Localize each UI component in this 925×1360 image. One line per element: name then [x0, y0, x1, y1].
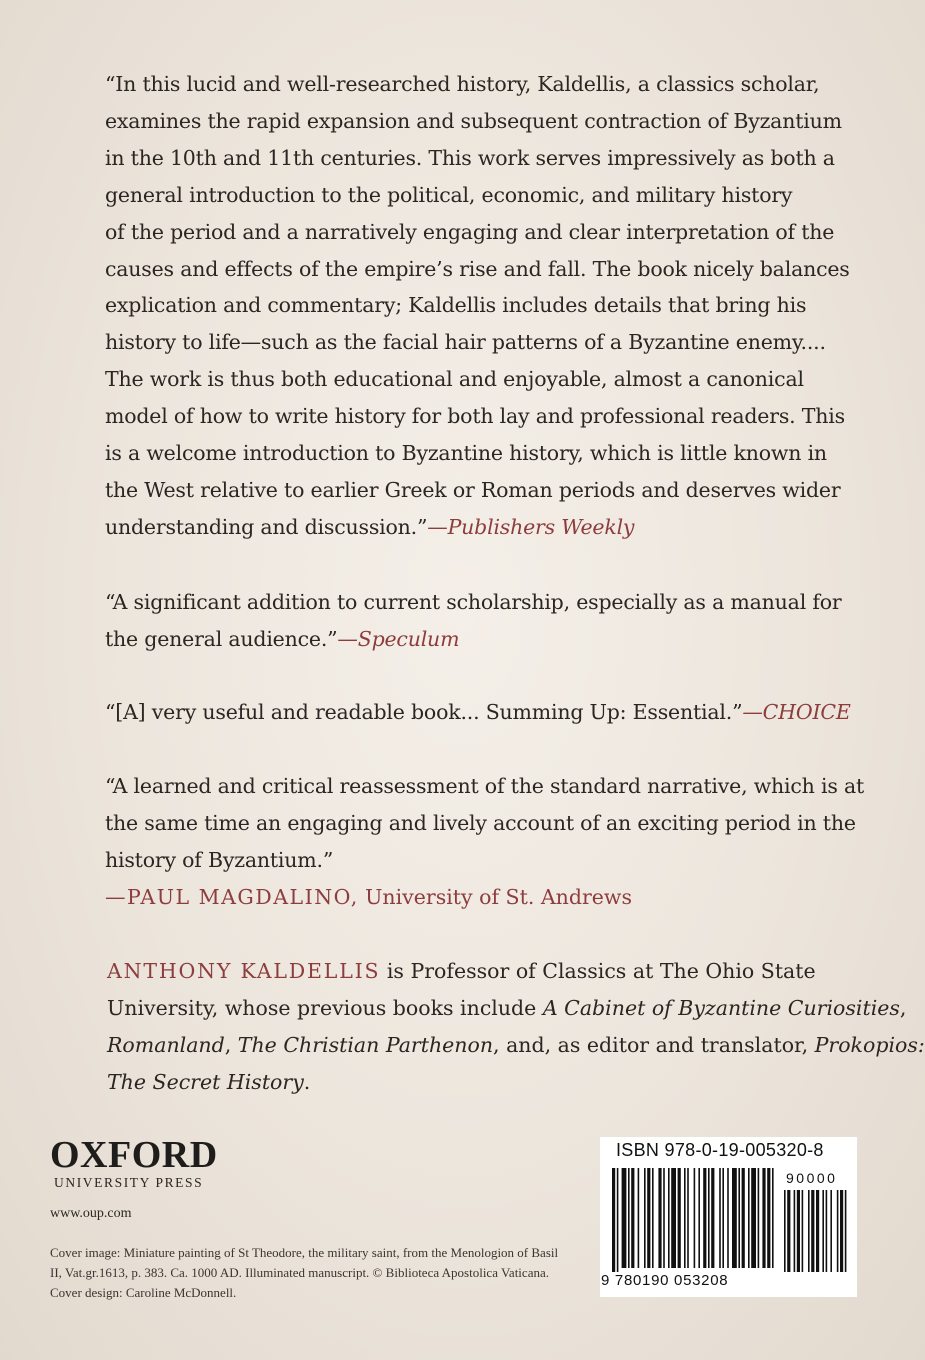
review-choice — [105, 694, 851, 731]
review-line: is a welcome introduction to Byzantine history, which is little known in — [105, 441, 827, 466]
addon-digits: 90000 — [786, 1170, 838, 1186]
review-speculum — [105, 584, 842, 658]
book-title: The Christian Parthenon — [237, 1032, 494, 1057]
review-attribution: —Speculum — [337, 626, 460, 651]
author-bio — [107, 953, 925, 1101]
review-line: “[A] very useful and readable book... Summing Up: Essential.” — [105, 700, 743, 724]
review-line: “A learned and critical reassessment of the standard narrative, which is at — [105, 774, 865, 798]
review-line: the general audience.” — [105, 626, 338, 651]
review-line: model of how to write history for both lay and professional readers. This — [105, 404, 845, 429]
review-line: history to life—such as the facial hair patterns of a Byzantine enemy.... — [105, 330, 826, 355]
isbn-label: ISBN 978-0-19-005320-8 — [616, 1140, 824, 1160]
review-line: examines the rapid expansion and subsequent contraction of Byzantium — [105, 108, 842, 133]
book-title: The Secret History — [107, 1069, 304, 1094]
bio-text: is Professor of Classics at The Ohio State — [380, 959, 816, 983]
review-line: of the period and a narratively engaging and clear interpretation of the — [105, 219, 835, 244]
review-attribution-affiliation: University of St. Andrews — [365, 884, 632, 909]
review-attribution: —Publishers Weekly — [427, 514, 635, 539]
bio-text: , — [224, 1032, 238, 1057]
review-line: “In this lucid and well-researched history, Kaldellis, a classics scholar, — [105, 72, 820, 96]
book-title: A Cabinet of Byzantine Curiosities — [542, 995, 900, 1020]
review-line: in the 10th and 11th centuries. This work serves impressively as both a — [105, 145, 835, 170]
bio-text: . — [303, 1069, 311, 1094]
bio-text: , — [899, 995, 907, 1020]
bio-text: University, whose previous books include — [107, 995, 543, 1020]
ean-digits: 9 780190 053208 — [601, 1272, 729, 1289]
review-line: the West relative to earlier Greek or Roman periods and deserves wider — [105, 477, 841, 502]
book-title: Romanland — [107, 1032, 225, 1057]
review-line: causes and effects of the empire’s rise and fall. The book nicely balances — [105, 256, 850, 281]
publisher-logo: OXFORD — [50, 1134, 218, 1176]
review-line: general introduction to the political, economic, and military history — [105, 182, 793, 207]
review-magdalino — [105, 768, 865, 916]
review-line: history of Byzantium.” — [105, 847, 334, 872]
book-title: Prokopios: — [814, 1032, 925, 1057]
review-attribution: —CHOICE — [742, 700, 851, 724]
review-attribution-name: —PAUL MAGDALINO, — [105, 884, 359, 909]
publisher-logo-subtext: UNIVERSITY PRESS — [54, 1175, 204, 1190]
cover-credit: Cover image: Miniature painting of St Theodore, the military saint, from the Menologion of Basil II, Vat.gr.1613, p. 383. Ca. 1000 AD. Illuminated manuscript. © Biblioteca Apostolica Vaticana. Cover design: Caroline McDonnell. — [50, 1245, 559, 1300]
review-line: “A significant addition to current scholarship, especially as a manual for — [105, 590, 842, 614]
publisher-url: www.oup.com — [50, 1206, 132, 1221]
author-name: ANTHONY KALDELLIS — [107, 959, 381, 983]
review-line: understanding and discussion.” — [105, 514, 428, 539]
review-line: explication and commentary; Kaldellis includes details that bring his — [105, 293, 807, 318]
bio-text: , and, as editor and translator, — [493, 1032, 815, 1057]
review-line: the same time an engaging and lively account of an exciting period in the — [105, 810, 856, 835]
review-publishers-weekly — [105, 66, 850, 546]
review-line: The work is thus both educational and enjoyable, almost a canonical — [105, 367, 804, 392]
